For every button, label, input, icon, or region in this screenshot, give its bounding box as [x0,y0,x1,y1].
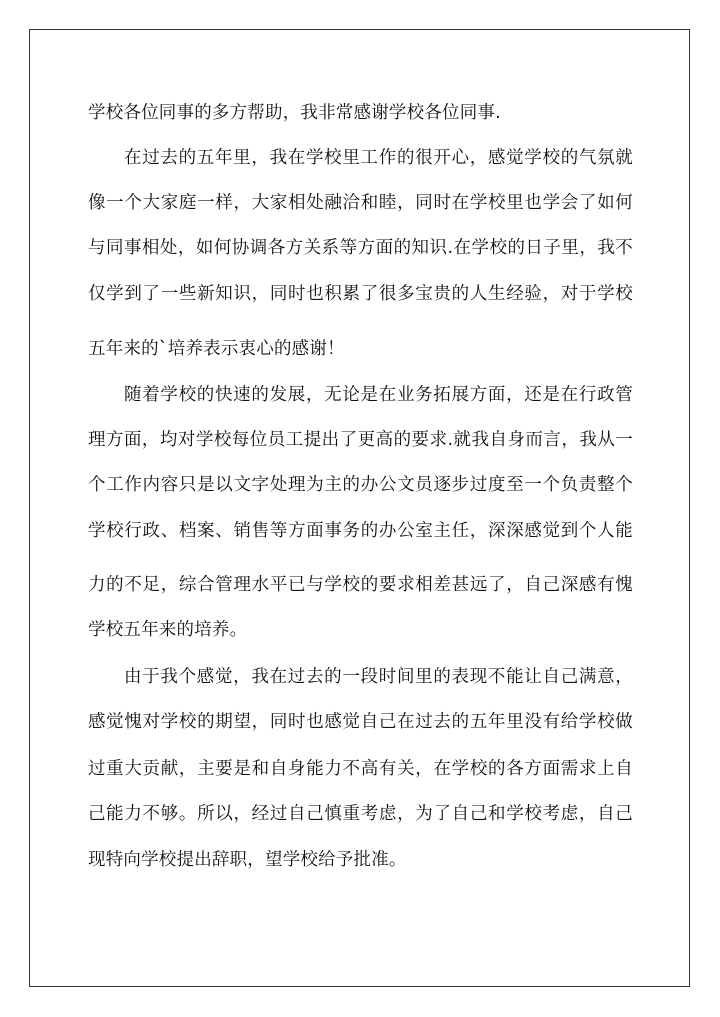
text-line: 感觉愧对学校的期望，同时也感觉自己在过去的五年里没有给学校做 [88,712,633,732]
text-line: 己能力不够。所以，经过自己慎重考虑，为了自己和学校考虑，自己 [88,804,633,824]
text-line: 学校五年来的培养。 [88,620,248,640]
paragraph-start-line: 由于我个感觉，我在过去的一段时间里的表现不能让自己满意， [124,667,633,687]
text-line: 五年来的`培养表示衷心的感谢！ [88,339,345,359]
text-line: 个工作内容只是以文字处理为主的办公文员逐步过度至一个负责整个 [88,475,633,495]
text-line: 过重大贡献，主要是和自身能力不高有关，在学校的各方面需求上自 [88,759,633,779]
paragraph-start-line: 随着学校的快速的发展，无论是在业务拓展方面，还是在行政管 [124,385,633,405]
text-line: 理方面，均对学校每位员工提出了更高的要求.就我自身而言，我从一 [88,430,633,450]
text-line: 学校各位同事的多方帮助，我非常感谢学校各位同事. [88,103,501,123]
text-line: 像一个大家庭一样，大家相处融洽和睦，同时在学校里也学会了如何 [88,193,633,213]
text-line: 学校行政、档案、销售等方面事务的办公室主任，深深感觉到个人能 [88,521,633,541]
text-line: 与同事相处，如何协调各方关系等方面的知识.在学校的日子里，我不 [88,238,633,258]
text-line: 仅学到了一些新知识，同时也积累了很多宝贵的人生经验，对于学校 [88,284,633,304]
paragraph-start-line: 在过去的五年里，我在学校里工作的很开心，感觉学校的气氛就 [124,148,633,168]
text-line: 现特向学校提出辞职，望学校给予批准。 [88,850,407,870]
text-line: 力的不足，综合管理水平已与学校的要求相差甚远了，自己深感有愧 [88,575,633,595]
